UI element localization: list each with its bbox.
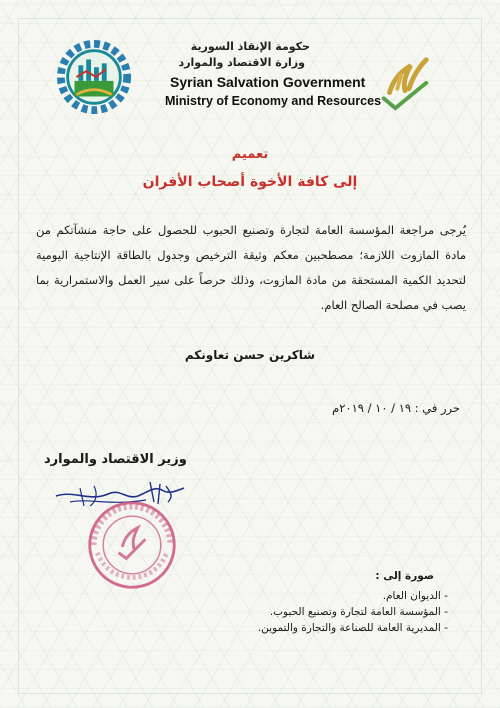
brand-calligraphy-logo xyxy=(376,50,434,112)
copy-recipient: - المؤسسة العامة لتجارة وتصنيع الحبوب. xyxy=(258,606,448,618)
copies-heading: صورة إلى : xyxy=(375,570,434,582)
header-english-government: Syrian Salvation Government xyxy=(170,74,366,90)
header-english-ministry: Ministry of Economy and Resources xyxy=(165,94,382,108)
body-paragraph: يُرجى مراجعة المؤسسة العامة لتجارة وتصنيع الحبوب للحصول على حاجة منشآتكم من مادة المازوت اللازمة؛ مصطحبين معكم وثيقة الترخيص وجدول بالطاقة الإنتاجية اليومية لتحديد الكمية المستحقة من مادة المازوت، وذلك حرصاً على سير العمل والاستمرارية بما يصب في مصلحة الصالح العام. xyxy=(36,223,466,312)
copy-recipient: - المديرية العامة للصناعة والتجارة والتموين. xyxy=(258,622,448,634)
header-arabic-ministry: وزارة الاقتصاد والموارد xyxy=(178,56,305,69)
issue-date: حرر في : ١٩ / ١٠ / ٢٠١٩م xyxy=(332,401,460,415)
copy-recipient: - الديوان العام. xyxy=(258,590,448,602)
thanks-line: شاكرين حسن تعاونكم xyxy=(184,348,316,362)
header-arabic-government: حكومة الإنقاذ السورية xyxy=(190,40,310,53)
official-stamp-seal xyxy=(84,497,180,593)
copies-list xyxy=(258,570,448,638)
government-gear-logo xyxy=(55,38,133,116)
signatory-title: وزير الاقتصاد والموارد xyxy=(44,452,187,467)
circular-title: تعميم xyxy=(231,147,269,162)
addressee-line: إلى كافة الأخوة أصحاب الأفران xyxy=(142,174,358,190)
